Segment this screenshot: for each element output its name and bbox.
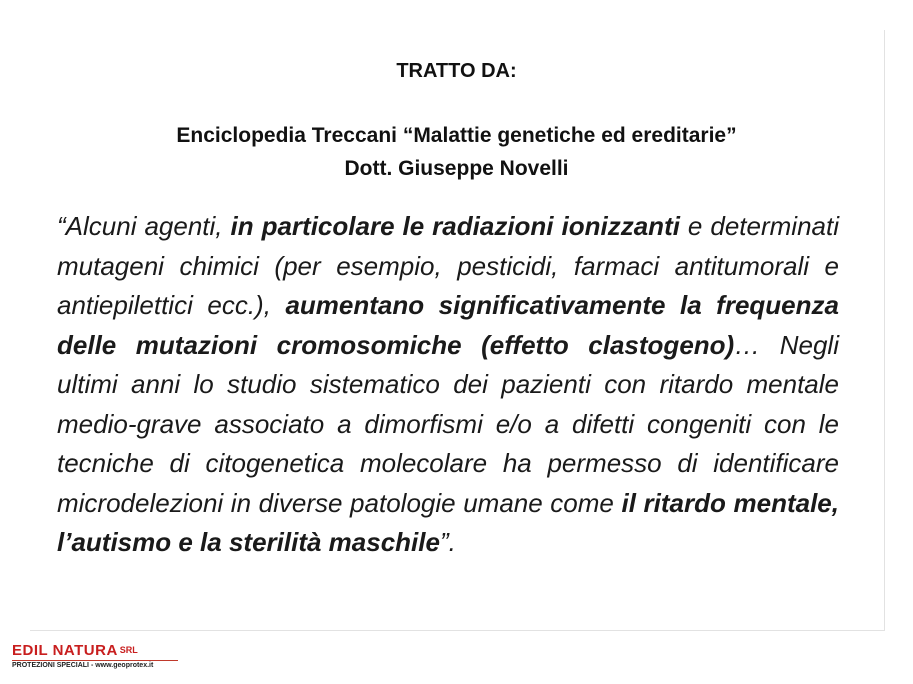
logo-suffix: SRL [119, 645, 138, 655]
quote-segment: e determinati mutageni chimici (per esempio, pesticidi, farmaci antitumorali e antiepilettici ecc.), [57, 211, 839, 320]
company-logo [12, 640, 178, 671]
source-title: Enciclopedia Treccani “Malattie genetiche ed ereditarie” [176, 124, 737, 147]
source-author: Dott. Giuseppe Novelli [344, 157, 569, 180]
quote-emphasis: il ritardo mentale, l’autismo e la sterilità maschile [57, 487, 839, 557]
logo-brand-name: EDIL NATURA [12, 642, 118, 659]
quote-text [57, 207, 839, 563]
quote-emphasis: in particolare le radiazioni ionizzanti [230, 211, 680, 241]
source-label: TRATTO DA: [396, 60, 517, 82]
logo-brand-row [12, 640, 178, 661]
slide-border-bottom [30, 630, 885, 631]
logo-tagline: PROTEZIONI SPECIALI - www.geoprotex.it [12, 662, 154, 669]
quote-segment: “Alcuni agenti, [57, 211, 231, 241]
quote-emphasis: aumentano significativamente la frequenza delle mutazioni cromosomiche (effetto clastogeno) [57, 290, 839, 360]
quote-segment: ”. [439, 527, 456, 557]
slide-border-right [884, 30, 885, 630]
quote-segment: … Negli ultimi anni lo studio sistematico dei pazienti con ritardo mentale medio-grave associato a dimorfismi e/o a difetti congeniti con le tecniche di citogenetica molecolare ha permesso di identificare microdelezioni in diverse patologie umane come [57, 329, 839, 518]
